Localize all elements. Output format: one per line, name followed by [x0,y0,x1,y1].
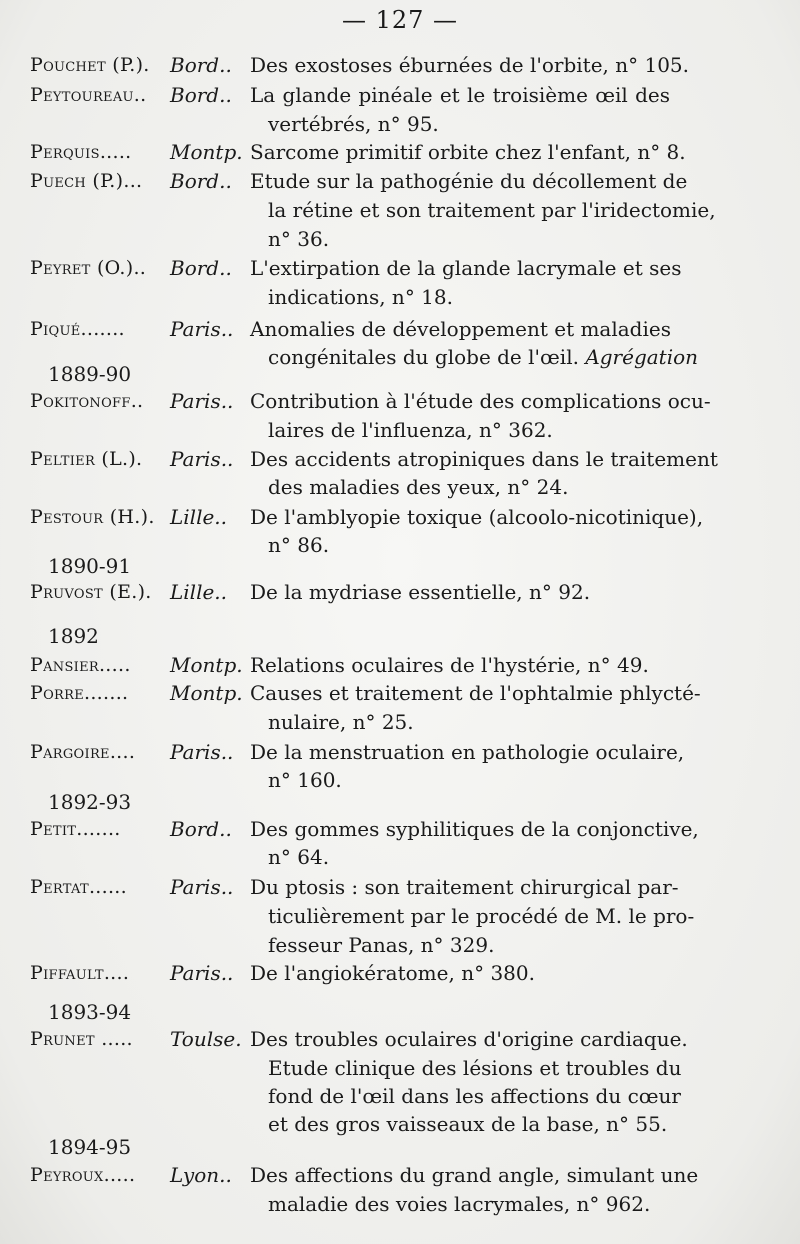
entry-title-cont: n° 36. [268,227,330,251]
entry-pouchet [0,50,800,84]
entry-author: Perquis..... [30,141,132,163]
entry-continuation [0,1189,800,1223]
year-heading: 1892-93 [48,790,132,814]
entry-title: L'extirpation de la glande lacrymale et ses [250,256,682,280]
entry-author: Prunet ..... [30,1028,133,1050]
entry-city: Bord.. [170,817,232,841]
entry-title-cont: Etude clinique des lésions et troubles du [268,1056,682,1080]
entry-title-cont: et des gros vaisseaux de la base, n° 55. [268,1112,668,1136]
entry-city: Bord.. [170,256,232,280]
entry-city: Lille.. [170,505,228,529]
entry-title: Du ptosis : son traitement chirurgical par- [250,875,679,899]
entry-author: Pokitonoff.. [30,390,144,412]
entry-author: Peyroux..... [30,1164,136,1186]
entry-title: La glande pinéale et le troisième œil des [250,83,670,107]
page-number: — 127 — [341,6,459,34]
entry-title-cont: fond de l'œil dans les affections du cœur [268,1084,681,1108]
entry-title: De la mydriase essentielle, n° 92. [250,580,591,604]
entry-title: Etude sur la pathogénie du décollement de [250,169,688,193]
entry-title-cont: n° 160. [268,768,342,792]
entry-title: Contribution à l'étude des complications ocu- [250,389,711,413]
entry-city: Bord.. [170,83,232,107]
entry-piffault [0,958,800,992]
entry-author: Peytoureau.. [30,84,147,106]
entry-title-cont: vertébrés, n° 95. [268,112,439,136]
entry-author: Pestour (H.). [30,506,155,528]
entry-continuation [0,282,800,316]
entry-title-cont: laires de l'influenza, n° 362. [268,418,553,442]
entry-city: Montp. [170,140,243,164]
entry-title: Des gommes syphilitiques de la conjonctive, [250,817,699,841]
entry-city: Lille.. [170,580,228,604]
entry-city: Montp. [170,681,243,705]
entry-city: Paris.. [170,961,234,985]
entry-author: Porre....... [30,682,129,704]
entry-city: Bord.. [170,53,232,77]
entry-title-text: congénitales du globe de l'œil. [268,345,579,369]
entry-title-cont: n° 64. [268,845,330,869]
year-heading: 1892 [48,624,99,648]
entry-pruvost [0,577,800,611]
entry-city: Paris.. [170,389,234,413]
entry-city: Bord.. [170,169,232,193]
entry-title-cont: la rétine et son traitement par l'iridectomie, [268,198,716,222]
year-heading: 1894-95 [48,1135,132,1159]
entry-author: Puech (P.)... [30,170,143,192]
entry-city: Paris.. [170,740,234,764]
entry-title: Des affections du grand angle, simulant une [250,1163,699,1187]
entry-city: Montp. [170,653,243,677]
entry-title: De l'angiokératome, n° 380. [250,961,535,985]
entry-author: Pansier..... [30,654,131,676]
entry-city: Paris.. [170,875,234,899]
entry-continuation [0,472,800,506]
entry-title-cont: fesseur Panas, n° 329. [268,933,495,957]
entry-city: Lyon.. [170,1163,232,1187]
entry-continuation [0,707,800,741]
entry-author: Pouchet (P.). [30,54,150,76]
entry-author: Pertat...... [30,876,127,898]
entry-title: Des troubles oculaires d'origine cardiaque. [250,1027,688,1051]
entry-title-cont: maladie des voies lacrymales, n° 962. [268,1192,651,1216]
entry-title: Sarcome primitif orbite chez l'enfant, n° 8. [250,140,686,164]
entry-title-cont: indications, n° 18. [268,285,453,309]
entry-author: Peltier (L.). [30,448,143,470]
entry-title: Des accidents atropiniques dans le traitement [250,447,718,471]
entry-title: Relations oculaires de l'hystérie, n° 49. [250,653,649,677]
entry-author: Pruvost (E.). [30,581,152,603]
entry-title: De l'amblyopie toxique (alcoolo-nicotinique), [250,505,704,529]
entry-author: Peyret (O.).. [30,257,147,279]
entry-author: Pargoire.... [30,741,136,763]
entry-city: Paris.. [170,447,234,471]
entry-author: Petit....... [30,818,121,840]
entry-city: Toulse. [170,1027,242,1051]
entry-continuation [0,842,800,876]
year-heading: 1890-91 [48,554,132,578]
entry-title: Des exostoses éburnées de l'orbite, n° 105. [250,53,690,77]
entry-title-cont [268,342,699,372]
year-heading: 1893-94 [48,1000,132,1024]
entry-city: Paris.. [170,317,234,341]
entry-title-cont: nulaire, n° 25. [268,710,414,734]
entry-title: Anomalies de développement et maladies [250,317,671,341]
entry-title-cont: des maladies des yeux, n° 24. [268,475,569,499]
entry-title-cont: ticulièrement par le procédé de M. le pro- [268,904,695,928]
entry-note: Agrégation [585,345,699,369]
entry-author: Piqué....... [30,318,125,340]
year-heading: 1889-90 [48,362,132,386]
entry-title-cont: n° 86. [268,533,330,557]
entry-title: Causes et traitement de l'ophtalmie phlycté- [250,681,701,705]
entry-author: Piffault.... [30,962,130,984]
entry-title: De la menstruation en pathologie oculaire, [250,740,685,764]
